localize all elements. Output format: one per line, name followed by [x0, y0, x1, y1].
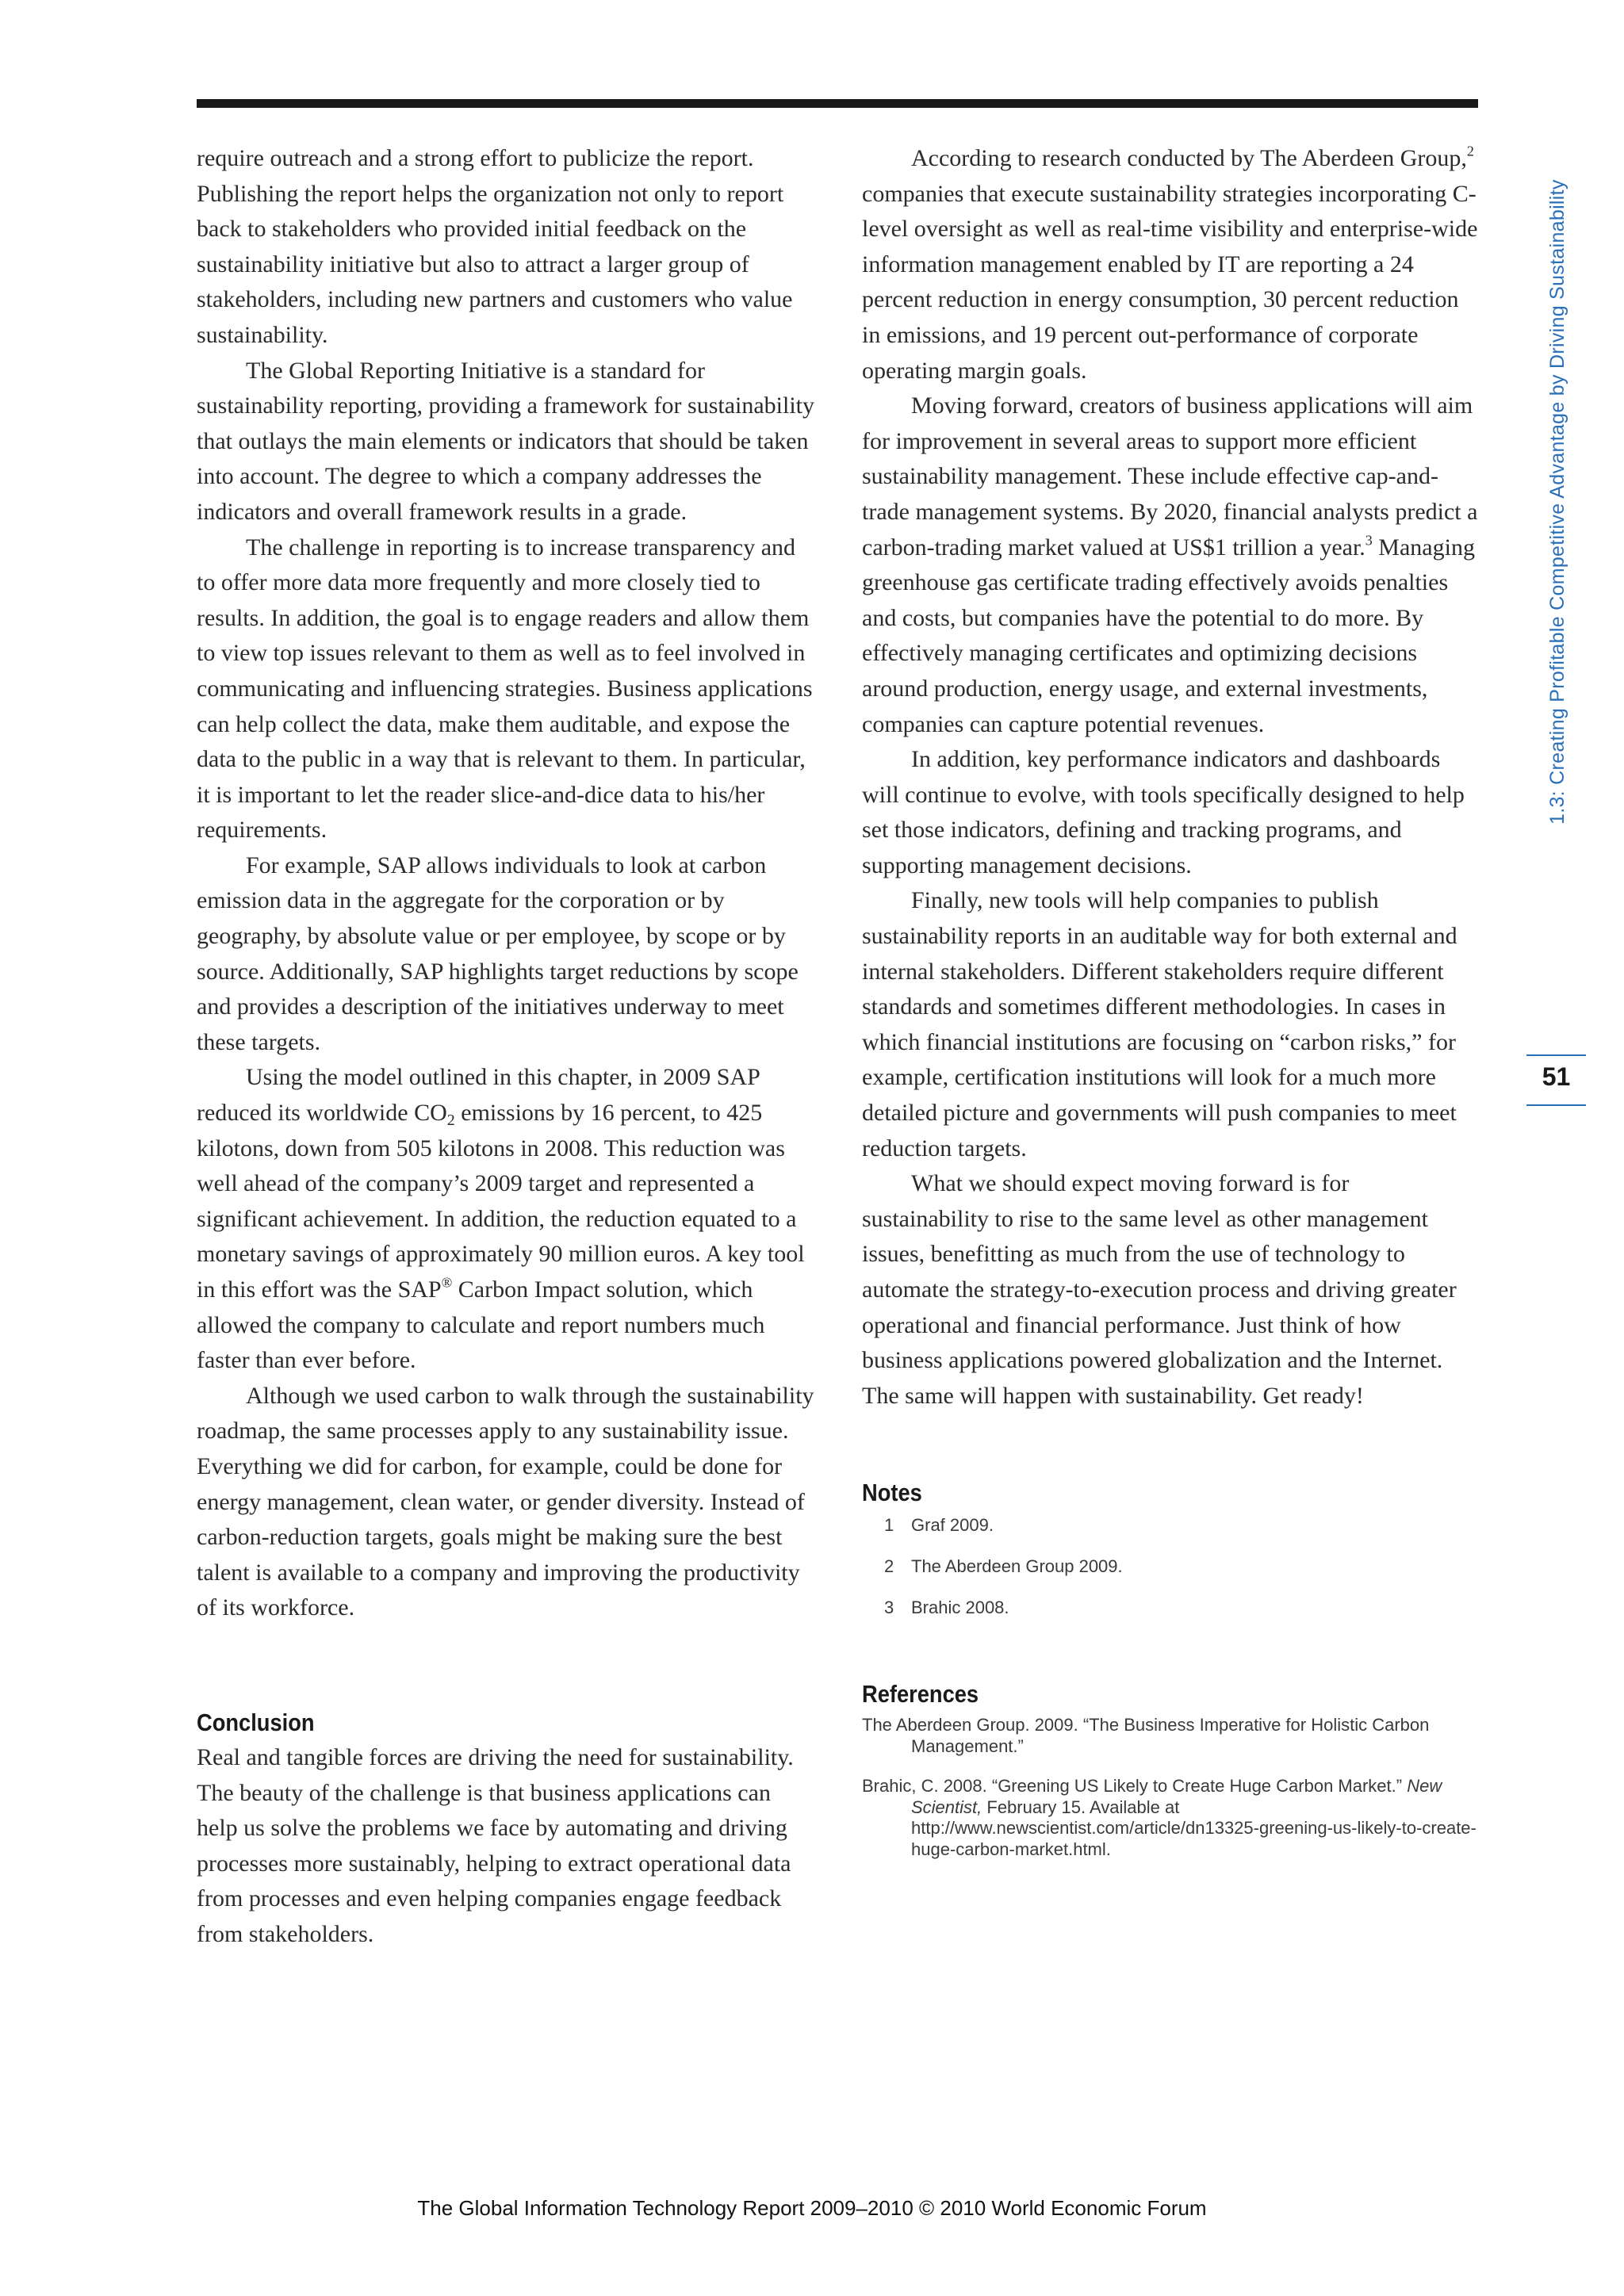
- paragraph: require outreach and a strong effort to publicize the report. Publishing the report helps the organization not only to report back to stakeholders who provided initial feedback on the sustainability initiative but also to attract a larger group of stakeholders, including new partners and customers who value sustainability.: [197, 145, 793, 348]
- registered-mark: ®: [441, 1274, 453, 1291]
- text-run: Moving forward, creators of business applications will aim for improvement in several areas to support more efficient sustainability management. These include effective cap-and-trade management systems. By 2020, financial analysts predict a carbon-trading market valued at US$1 trillion a year.: [862, 392, 1478, 561]
- text-run: Managing greenhouse gas certificate trading effectively avoids penalties and costs, but companies have the potential to do more. By effectively managing certificates and optimizing decisions around production, energy usage, and external investments, companies can capture potential revenues.: [862, 534, 1475, 737]
- page-number: 51: [1542, 1062, 1571, 1091]
- paragraph: For example, SAP allows individuals to look at carbon emission data in the aggregate for the corporation or by geography, by absolute value or per employee, by scope or by source. Additionally, SAP highlights target reductions by scope and provides a description of the initiatives underway to meet these targets.: [197, 851, 799, 1055]
- notes-list: [862, 1515, 1480, 1618]
- paragraph: [862, 388, 1480, 742]
- chapter-side-title: 1.3: Creating Profitable Competitive Advantage by Driving Sustainability: [1546, 179, 1568, 825]
- note-item: [862, 1556, 1480, 1577]
- note-number: 2: [884, 1556, 894, 1577]
- paragraph: What we should expect moving forward is for sustainability to rise to the same level as other management issues, benefitting as much from the use of technology to automate the strategy-to-execution process and driving greater operational and financial performance. Just think of how business applications powered globalization and the Internet. The same will happen with sustainability. Get ready!: [862, 1170, 1457, 1409]
- reference-item: [862, 1776, 1480, 1860]
- paragraph: [862, 141, 1480, 388]
- references-list: [862, 1715, 1480, 1860]
- paragraph: In addition, key performance indicators and dashboards will continue to evolve, with tools specifically designed to help set those indicators, defining and tracking programs, and supporting management decisions.: [862, 746, 1465, 878]
- text-run: emissions by 16 percent, to 425 kilotons, down from 505 kilotons in 2008. This reduction was well ahead of the company’s 2009 target and represented a significant achievement. In addition, the reduction equated to a monetary savings of approximately 90 million euros. A key tool in this effort was the SAP: [197, 1100, 805, 1303]
- paragraph: The Global Reporting Initiative is a standard for sustainability reporting, providing a framework for sustainability that outlays the main elements or indicators that should be taken into account. The degree to which a company addresses the indicators and overall framework results in a grade.: [197, 357, 815, 525]
- page-number-rule-top: [1526, 1054, 1586, 1056]
- note-text: Brahic 2008.: [911, 1598, 1009, 1618]
- note-text: Graf 2009.: [911, 1515, 994, 1536]
- conclusion-heading: Conclusion: [197, 1708, 315, 1736]
- paragraph: Finally, new tools will help companies to publish sustainability reports in an auditable way for both external and internal stakeholders. Different stakeholders require different standards and sometimes different methodologies. In cases in which financial institutions are focusing on “carbon risks,” for example, certification institutions will look for a much more detailed picture and governments will push companies to meet reduction targets.: [862, 887, 1457, 1161]
- note-text: The Aberdeen Group 2009.: [911, 1556, 1123, 1577]
- reference-item: The Aberdeen Group. 2009. “The Business Imperative for Holistic Carbon Management.”: [862, 1715, 1430, 1756]
- text-run: Carbon Impact solution, which allowed the company to calculate and report numbers much faster than ever before.: [197, 1276, 765, 1374]
- paragraph: The challenge in reporting is to increase transparency and to offer more data more frequently and more closely tied to results. In addition, the goal is to engage readers and allow them to view top issues relevant to them as well as to feel involved in communicating and influencing strategies. Business applications can help collect the data, make them auditable, and expose the data to the public in a way that is relevant to them. In particular, it is important to let the reader slice-and-dice data to his/her requirements.: [197, 534, 813, 844]
- left-column: [197, 141, 815, 1953]
- note-item: [862, 1598, 1480, 1618]
- text-run: According to research conducted by The Aberdeen Group,: [911, 145, 1467, 171]
- subscript: 2: [446, 1112, 455, 1130]
- text-run: Brahic, C. 2008. “Greening US Likely to Create Huge Carbon Market.”: [862, 1776, 1408, 1797]
- footnote-ref: 2: [1466, 143, 1474, 159]
- footnote-ref: 3: [1365, 531, 1373, 548]
- text-run: February 15. Available at http://www.newscientist.com/article/dn13325-greening-us-likely-to-create-huge-carbon-market.html.: [911, 1797, 1477, 1859]
- note-item: [862, 1515, 1480, 1536]
- note-number: 1: [884, 1515, 894, 1536]
- paragraph: [197, 1060, 815, 1378]
- page-number-rule-bottom: [1526, 1104, 1586, 1106]
- right-column: [862, 141, 1480, 1879]
- note-number: 3: [884, 1598, 894, 1618]
- text-run: companies that execute sustainability strategies incorporating C-level oversight as well as real-time visibility and enterprise-wide information management enabled by IT are reporting a 24 percent reduction in energy consumption, 30 percent reduction in emissions, and 19 percent out-performance of corporate operating margin goals.: [862, 180, 1478, 384]
- paragraph: Real and tangible forces are driving the need for sustainability. The beauty of the challenge is that business applications can help us solve the problems we face by automating and driving processes more sustainably, helping to extract operational data from processes and even helping companies engage feedback from stakeholders.: [197, 1743, 794, 1947]
- paragraph: Although we used carbon to walk through the sustainability roadmap, the same processes apply to any sustainability issue. Everything we did for carbon, for example, could be done for energy management, clean water, or gender diversity. Instead of carbon-reduction targets, goals might be making sure the best talent is available to a company and improving the productivity of its workforce.: [197, 1382, 814, 1621]
- notes-heading: Notes: [862, 1479, 922, 1507]
- page-footer: The Global Information Technology Report 2009–2010 © 2010 World Economic Forum: [417, 2196, 1207, 2220]
- journal-title: New Scientist,: [911, 1776, 1442, 1817]
- references-heading: References: [862, 1680, 979, 1709]
- top-rule: [197, 99, 1478, 108]
- text-run: Using the model outlined in this chapter, in 2009 SAP reduced its worldwide CO: [197, 1064, 760, 1127]
